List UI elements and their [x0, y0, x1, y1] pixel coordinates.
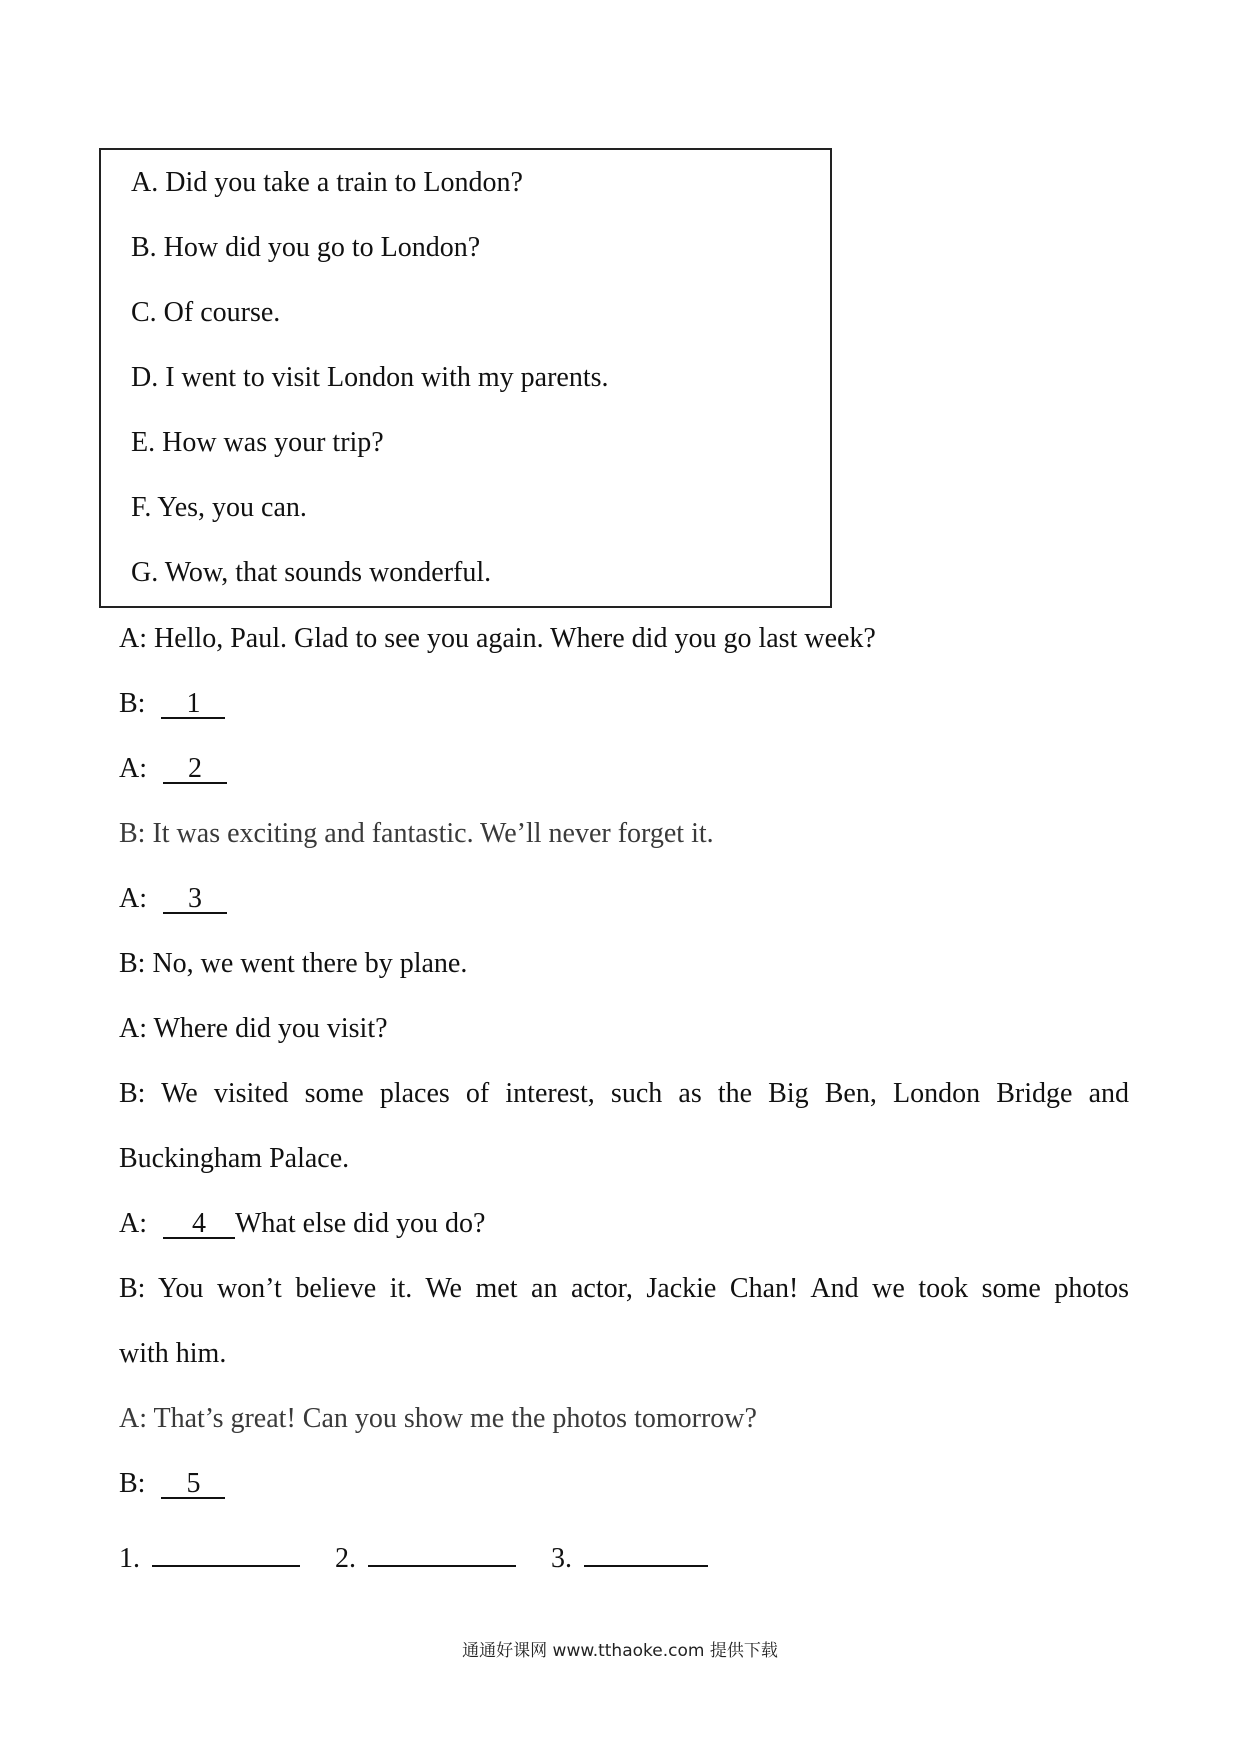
answer-item-1 — [119, 1541, 300, 1576]
dialogue-line-1: A: Hello, Paul. Glad to see you again. Where did you go last week? — [119, 623, 876, 654]
dialogue-line-6: B: No, we went there by plane. — [119, 948, 468, 979]
dialogue-line-3 — [119, 752, 227, 786]
dialogue-text: What else did you do? — [235, 1208, 486, 1239]
answer-number: 1. — [119, 1543, 140, 1574]
blank-2: 2 — [163, 756, 227, 784]
speaker-label: B: — [119, 1468, 146, 1499]
blank-1: 1 — [161, 691, 225, 719]
options-box — [99, 148, 832, 608]
speaker-label: A: — [119, 1208, 147, 1239]
answer-item-3 — [551, 1541, 708, 1576]
option-b: B. How did you go to London? — [131, 232, 481, 263]
option-d: D. I went to visit London with my parents. — [131, 362, 609, 393]
speaker-label: A: — [119, 883, 147, 914]
option-a: A. Did you take a train to London? — [131, 167, 523, 198]
dialogue-line-10b: with him. — [119, 1338, 227, 1369]
page-footer: 通通好课网 www.tthaoke.com 提供下载 — [462, 1641, 778, 1661]
answer-item-2 — [335, 1541, 516, 1576]
option-c: C. Of course. — [131, 297, 281, 328]
blank-4: 4 — [163, 1211, 235, 1239]
speaker-label: B: — [119, 688, 146, 719]
blank-5: 5 — [161, 1471, 225, 1499]
dialogue-line-4: B: It was exciting and fantastic. We’ll never forget it. — [119, 818, 714, 849]
answer-row — [119, 1541, 736, 1576]
dialogue-line-10a: B: You won’t believe it. We met an actor, Jackie Chan! And we took some photos — [119, 1273, 1129, 1304]
answer-line-3[interactable] — [584, 1541, 708, 1567]
dialogue-line-11: A: That’s great! Can you show me the photos tomorrow? — [119, 1403, 757, 1434]
dialogue-line-8b: Buckingham Palace. — [119, 1143, 350, 1174]
answer-number: 2. — [335, 1543, 356, 1574]
dialogue-line-5 — [119, 882, 227, 916]
option-f: F. Yes, you can. — [131, 492, 307, 523]
dialogue-line-9 — [119, 1207, 485, 1241]
dialogue-line-7: A: Where did you visit? — [119, 1013, 388, 1044]
option-g: G. Wow, that sounds wonderful. — [131, 557, 492, 588]
dialogue-line-2 — [119, 687, 225, 721]
answer-line-1[interactable] — [152, 1541, 300, 1567]
answer-line-2[interactable] — [368, 1541, 516, 1567]
blank-3: 3 — [163, 886, 227, 914]
dialogue-line-8a: B: We visited some places of interest, such as the Big Ben, London Bridge and — [119, 1078, 1129, 1109]
answer-number: 3. — [551, 1543, 572, 1574]
dialogue-line-12 — [119, 1467, 225, 1501]
speaker-label: A: — [119, 753, 147, 784]
option-e: E. How was your trip? — [131, 427, 384, 458]
